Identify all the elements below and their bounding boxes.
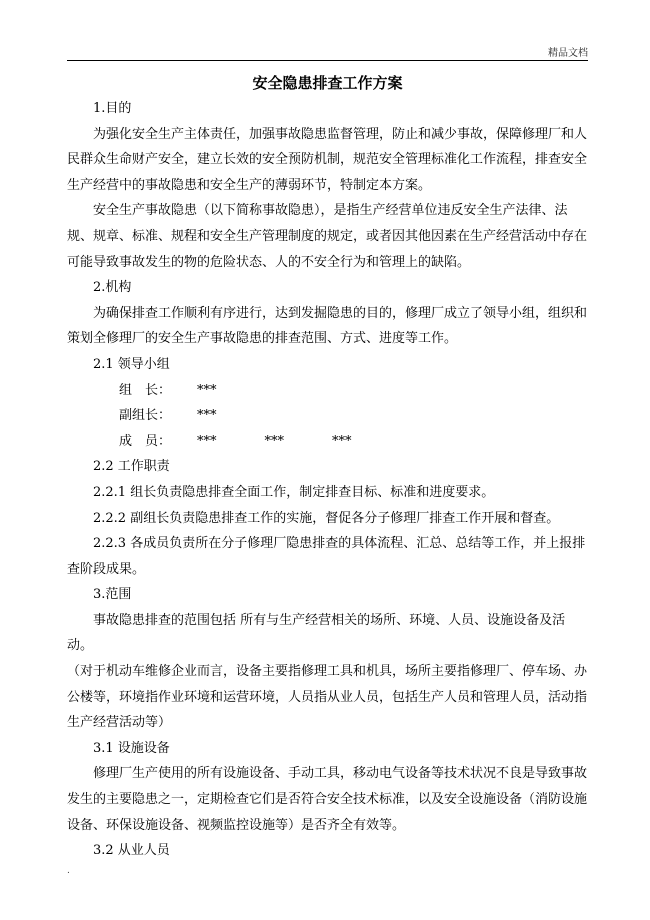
section-1-paragraph-1: 为强化安全生产主体责任，加强事故隐患监督管理，防止和减少事故，保障修理厂和人民群众生命财产安全，建立长效的安全预防机制，规范安全管理标准化工作流程，排查安全生产经营中的事故隐患和安全生产的薄弱环节，特制定本方案。 <box>67 126 588 193</box>
member-label: 成 员： <box>119 433 172 449</box>
section-1-paragraph-2: 安全生产事故隐患（以下简称事故隐患），是指生产经营单位违反安全生产法律、法规、规章、标准、规程和安全生产管理制度的规定，或者因其他因素在生产经营活动中存在可能导致事故发生的物的危险状态、人的不安全行为和管理上的缺陷。 <box>67 203 588 270</box>
deputy-label: 副组长： <box>119 408 172 424</box>
deputy-row <box>67 403 588 429</box>
section-2-2-1: 2.2.1 组长负责隐患排查全面工作，制定排查目标、标准和进度要求。 <box>93 484 495 500</box>
member-value: *** <box>197 433 217 449</box>
section-3-paragraph-2: （对于机动车维修企业而言，设备主要指修理工具和机具，场所主要指修理厂、停车场、办公楼等，环境指作业环境和运营环境，人员指从业人员，包括生产人员和管理人员，活动指生产经营活动等） <box>67 664 588 731</box>
section-2-2-heading: 2.2 工作职责 <box>93 459 170 475</box>
section-2-heading: 2.机构 <box>93 280 132 296</box>
footer-mark: . <box>67 866 70 876</box>
member-value: *** <box>332 433 352 449</box>
leader-label: 组 长： <box>119 382 172 398</box>
section-3-heading: 3.范围 <box>93 587 132 603</box>
section-2-1-heading: 2.1 领导小组 <box>93 356 170 372</box>
document-title: 安全隐患排查工作方案 <box>252 74 403 92</box>
section-3-1-heading: 3.1 设施设备 <box>93 740 170 756</box>
section-2-2-3: 2.2.3 各成员负责所在分子修理厂隐患排查的具体流程、汇总、总结等工作，并上报排查阶段成果。 <box>67 536 586 577</box>
section-2-paragraph-1: 为确保排查工作顺利有序进行，达到发掘隐患的目的，修理厂成立了领导小组，组织和策划全修理厂的安全生产事故隐患的排查范围、方式、进度等工作。 <box>67 305 588 347</box>
member-value: *** <box>264 433 285 449</box>
section-3-1-paragraph-1: 修理厂生产使用的所有设施设备、手动工具，移动电气设备等技术状况不良是导致事故发生的主要隐患之一，定期检查它们是否符合安全技术标准，以及安全设施设备（消防设施设备、环保设施设备、视频监控设施等）是否齐全有效等。 <box>67 766 588 833</box>
header-rule <box>67 60 588 61</box>
leader-value: *** <box>197 382 217 398</box>
section-1-heading: 1.目的 <box>93 101 132 116</box>
section-3-2-heading: 3.2 从业人员 <box>93 843 170 859</box>
header-tag: 精品文档 <box>548 48 588 59</box>
deputy-value: *** <box>197 408 217 424</box>
section-2-2-2: 2.2.2 副组长负责隐患排查工作的实施，督促各分子修理厂排查工作开展和督查。 <box>93 510 560 526</box>
member-row <box>67 429 588 455</box>
section-3-paragraph-1: 事故隐患排查的范围包括 所有与生产经营相关的场所、环境、人员、设施设备及活动。 <box>67 612 566 654</box>
document-body <box>67 96 588 864</box>
leader-row <box>67 378 588 404</box>
